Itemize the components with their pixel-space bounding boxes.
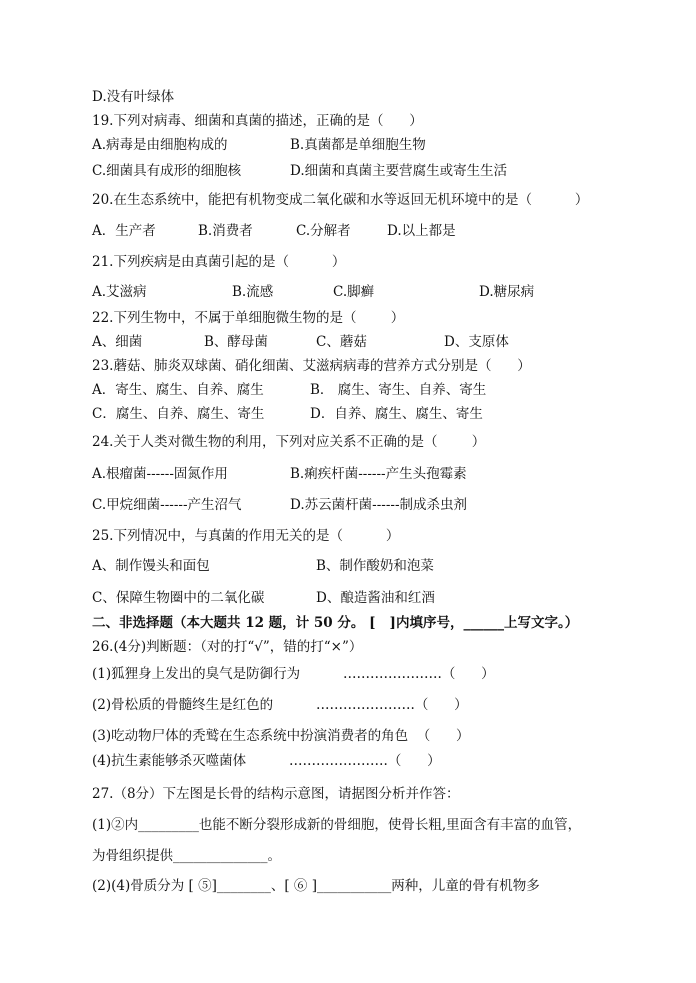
q19-stem: 19.下列对病毒、细菌和真菌的描述，正确的是（ ）	[92, 113, 423, 129]
q21-option-a: A.艾滋病	[92, 284, 147, 300]
q23-option-c: C．腐生、自养、腐生、寄生	[92, 406, 265, 422]
q24-option-a: A.根瘤菌------固氮作用	[92, 466, 228, 482]
q20-option-a: A．生产者	[92, 223, 156, 239]
q20-option-b: B.消费者	[198, 223, 253, 239]
q22-stem: 22.下列生物中，不属于单细胞微生物的是（ ）	[92, 310, 405, 326]
q24-option-d: D.苏云菌杆菌------制成杀虫剂	[290, 497, 468, 513]
q22-option-a: A、细菌	[92, 334, 143, 350]
q26-item-4: (4)抗生素能够杀灭噬菌体 ………………….（ ）	[92, 753, 441, 769]
q27-stem: 27.（8分）下左图是长骨的结构示意图，请据图分析并作答：	[92, 786, 460, 802]
q24-stem: 24.关于人类对微生物的利用，下列对应关系不正确的是（ ）	[92, 434, 486, 450]
q25-option-c: C、保障生物圈中的二氧化碳	[92, 590, 265, 606]
q26-item-3: (3)吃动物尸体的秃鹫在生态系统中扮演消费者的角色 （ ）	[92, 728, 470, 744]
q22-option-d: D、支原体	[444, 334, 509, 350]
q23-option-b: B． 腐生、寄生、自养、寄生	[310, 382, 487, 398]
section-2-heading: 二、非选择题（本大题共 12 题，计 50 分。 [ ]内填序号，______上写文字。）	[92, 615, 579, 631]
q19-option-a: A.病毒是由细胞构成的	[92, 137, 228, 153]
q23-option-a: A．寄生、腐生、自养、腐生	[92, 382, 264, 398]
q21-option-b: B.流感	[232, 284, 274, 300]
q19-option-d: D.细菌和真菌主要营腐生或寄生生活	[290, 163, 508, 179]
q25-option-d: D、酿造酱油和红酒	[316, 590, 435, 606]
q25-option-b: B、制作酸奶和泡菜	[316, 558, 434, 574]
q25-option-a: A、制作馒头和面包	[92, 558, 210, 574]
q27-line-3: (2)(4)骨质分为 [ ⑤]________、[ ⑥ ]___________两种，儿童的骨有机物多	[92, 878, 540, 894]
q21-option-c: C.脚癣	[333, 284, 375, 300]
q24-option-b: B.痢疾杆菌------产生头孢霉素	[290, 466, 467, 482]
q27-line-1: (1)②内_________也能不断分裂形成新的骨细胞，使骨长粗,里面含有丰富的血管，	[92, 817, 582, 833]
q19-option-c: C.细菌具有成形的细胞核	[92, 163, 242, 179]
q23-stem: 23.蘑菇、肺炎双球菌、硝化细菌、艾滋病病毒的营养方式分别是（ ）	[92, 358, 531, 374]
q20-option-c: C.分解者	[296, 223, 351, 239]
q24-option-c: C.甲烷细菌------产生沼气	[92, 497, 242, 513]
q21-option-d: D.糖尿病	[479, 284, 535, 300]
q22-option-b: B、酵母菌	[204, 334, 268, 350]
q22-option-c: C、蘑菇	[316, 334, 367, 350]
q26-stem: 26.(4分)判断题：（对的打“√”，错的打“×”）	[92, 639, 363, 655]
q26-item-1: (1)狐狸身上发出的臭气是防御行为 ………………….（ ）	[92, 666, 495, 682]
q21-stem: 21.下列疾病是由真菌引起的是（ ）	[92, 254, 346, 270]
q18-option-d: D.没有叶绿体	[92, 89, 175, 105]
q19-option-b: B.真菌都是单细胞生物	[290, 137, 426, 153]
q20-option-d: D.以上都是	[387, 223, 456, 239]
q25-stem: 25.下列情况中，与真菌的作用无关的是（ ）	[92, 528, 400, 544]
q20-stem: 20.在生态系统中，能把有机物变成二氧化碳和水等返回无机环境中的是（ ）	[92, 192, 589, 208]
q27-line-2: 为骨组织提供______________。	[92, 848, 281, 864]
q23-option-d: D．自养、腐生、腐生、寄生	[310, 406, 483, 422]
q26-item-2: (2)骨松质的骨髓终生是红色的 ………………….（ ）	[92, 697, 468, 713]
